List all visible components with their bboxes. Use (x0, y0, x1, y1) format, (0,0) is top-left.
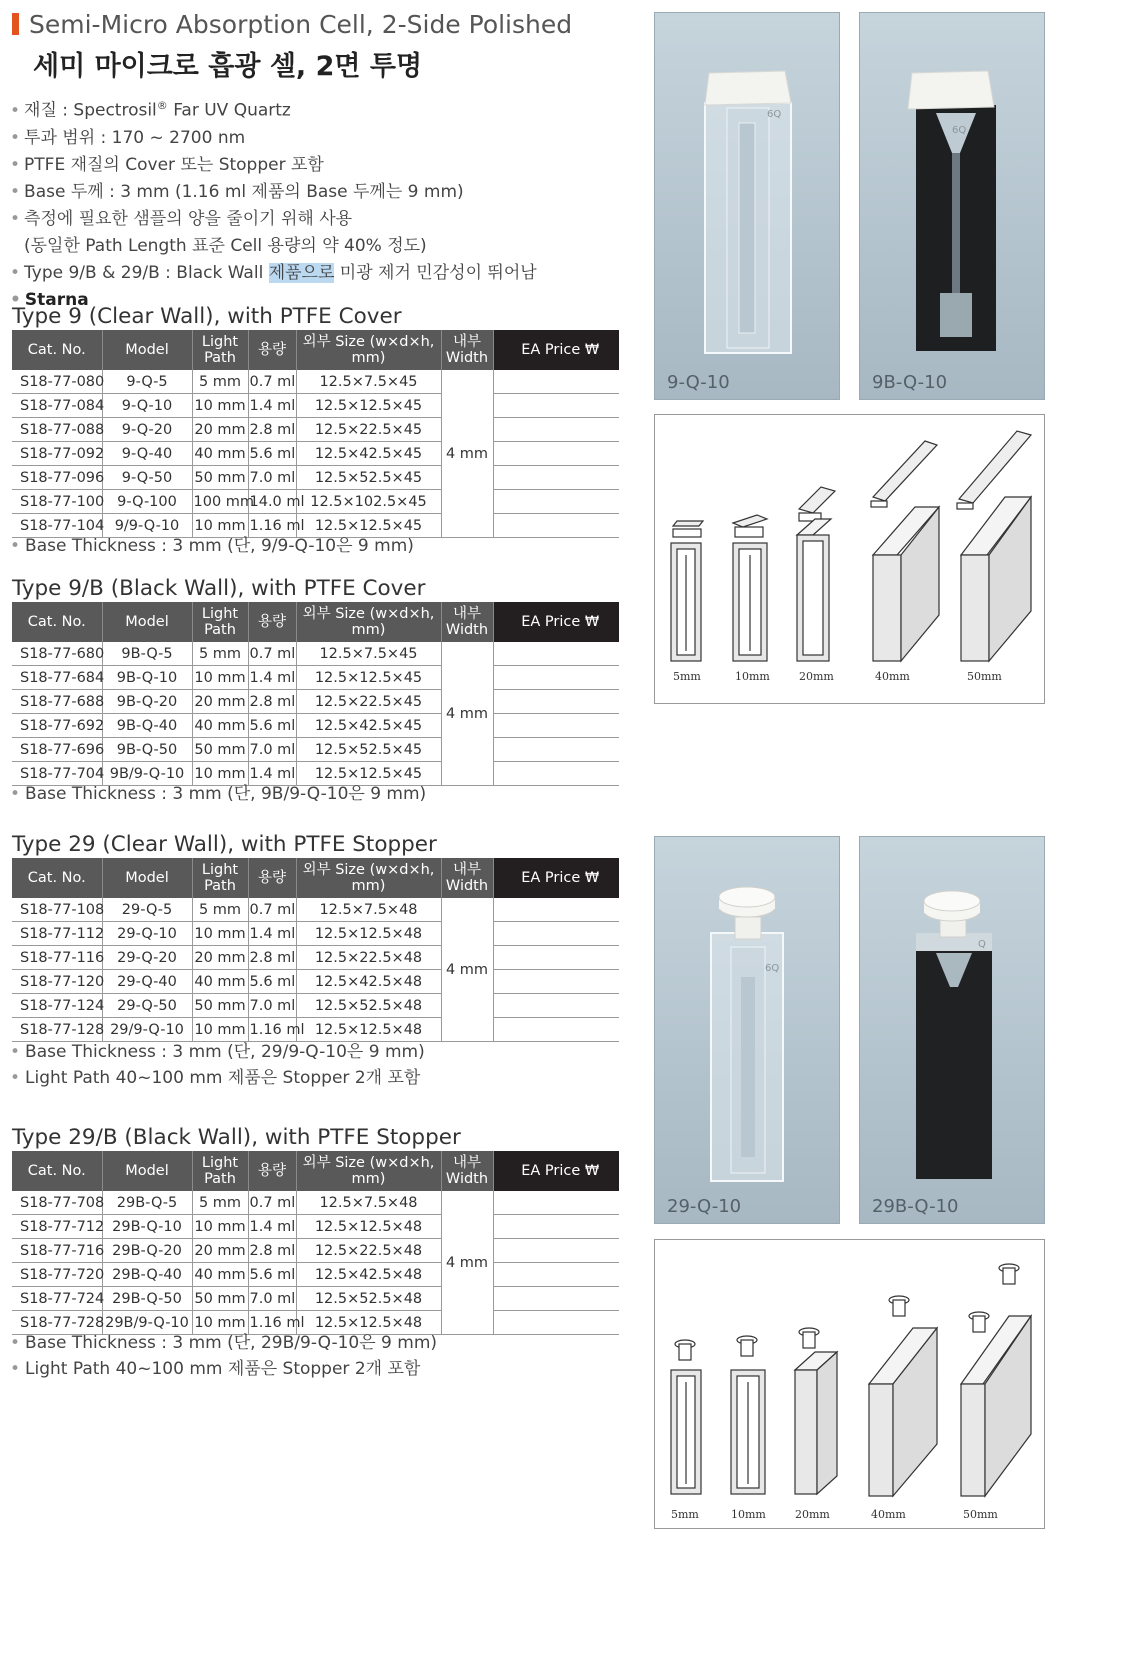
cell-cat: S18-77-108 (12, 898, 102, 922)
spec-table-type29b (12, 1151, 619, 1335)
cell-light-path: 20 mm (192, 1239, 248, 1263)
photo-caption: 29B-Q-10 (872, 1196, 959, 1217)
cell-volume: 2.8 ml (248, 690, 296, 714)
cell-size: 12.5×22.5×45 (296, 690, 441, 714)
photo-caption: 9B-Q-10 (872, 372, 948, 393)
cell-volume: 1.4 ml (248, 762, 296, 786)
column-header-price: EA Price ₩ (493, 1151, 619, 1191)
size-label-40mm: 40mm (875, 670, 910, 683)
feature-list (10, 92, 537, 314)
cell-cat: S18-77-100 (12, 490, 102, 514)
column-header-model: Model (102, 858, 192, 898)
cell-cat: S18-77-708 (12, 1191, 102, 1215)
bullet-range: • 투과 범위 : 170 ~ 2700 nm (10, 125, 537, 152)
table-row (12, 970, 619, 994)
cell-model: 29-Q-50 (102, 994, 192, 1018)
column-header-light: Light Path (192, 602, 248, 642)
table-row (12, 370, 619, 394)
column-header-light: Light Path (192, 858, 248, 898)
cell-size: 12.5×102.5×45 (296, 490, 441, 514)
cell-cat: S18-77-688 (12, 690, 102, 714)
table-row (12, 1287, 619, 1311)
clear-cell-stopper-image (655, 837, 839, 1223)
bullet-base: • Base 두께 : 3 mm (1.16 ml 제품의 Base 두께는 9 mm) (10, 179, 537, 206)
table-header-row (12, 602, 619, 642)
cell-price (493, 994, 619, 1018)
column-header-vol: 용량 (248, 330, 296, 370)
cell-model: 29B-Q-40 (102, 1263, 192, 1287)
size-label-50mm: 50mm (967, 670, 1002, 683)
cell-price (493, 1191, 619, 1215)
cell-model: 9-Q-100 (102, 490, 192, 514)
black-cell-image (860, 13, 1044, 399)
column-header-price: EA Price ₩ (493, 330, 619, 370)
cell-cat: S18-77-696 (12, 738, 102, 762)
notes-type29b (10, 1330, 437, 1382)
column-header-price: EA Price ₩ (493, 858, 619, 898)
cell-model: 9-Q-20 (102, 418, 192, 442)
bullet-usage-sub: (동일한 Path Length 표준 Cell 용량의 약 40% 정도) (24, 235, 427, 256)
cell-cat: S18-77-720 (12, 1263, 102, 1287)
cell-model: 9-Q-40 (102, 442, 192, 466)
cell-light-path: 50 mm (192, 1287, 248, 1311)
column-header-model: Model (102, 602, 192, 642)
cell-model: 29-Q-5 (102, 898, 192, 922)
cell-mark: 6Q (767, 109, 782, 120)
column-header-vol: 용량 (248, 1151, 296, 1191)
column-header-cat: Cat. No. (12, 858, 102, 898)
cell-mark: Q (978, 939, 986, 950)
table-row (12, 898, 619, 922)
cell-price (493, 394, 619, 418)
table-header-row (12, 1151, 619, 1191)
title-korean: 세미 마이크로 흡광 셀, 2면 투명 (33, 51, 423, 82)
diagram-cells-with-cover (654, 414, 1045, 704)
table-row (12, 490, 619, 514)
cell-size: 12.5×52.5×45 (296, 738, 441, 762)
cell-cat: S18-77-120 (12, 970, 102, 994)
cell-price (493, 1215, 619, 1239)
photo-9-Q-10 (654, 12, 840, 400)
cell-price (493, 898, 619, 922)
cell-volume: 5.6 ml (248, 970, 296, 994)
cell-size: 12.5×52.5×48 (296, 1287, 441, 1311)
column-header-model: Model (102, 330, 192, 370)
column-header-width: 내부 Width (441, 602, 493, 642)
cell-volume: 2.8 ml (248, 946, 296, 970)
cell-size: 12.5×7.5×48 (296, 1191, 441, 1215)
cell-volume: 7.0 ml (248, 1287, 296, 1311)
cell-price (493, 418, 619, 442)
table-row (12, 1215, 619, 1239)
cell-light-path: 5 mm (192, 898, 248, 922)
cell-light-path: 10 mm (192, 922, 248, 946)
cell-price (493, 738, 619, 762)
table-row (12, 946, 619, 970)
cell-volume: 7.0 ml (248, 994, 296, 1018)
cell-price (493, 970, 619, 994)
table-row (12, 690, 619, 714)
table-row (12, 1191, 619, 1215)
size-label-10mm: 10mm (731, 1508, 766, 1521)
spec-table-type29 (12, 858, 619, 1042)
cell-cat: S18-77-096 (12, 466, 102, 490)
photo-29B-Q-10 (859, 836, 1045, 1224)
column-header-width: 내부 Width (441, 1151, 493, 1191)
cell-cat: S18-77-092 (12, 442, 102, 466)
cell-size: 12.5×7.5×48 (296, 898, 441, 922)
cell-light-path: 10 mm (192, 394, 248, 418)
cell-light-path: 20 mm (192, 946, 248, 970)
cell-mark: 6Q (952, 125, 967, 136)
bullet-usage: • 측정에 필요한 샘플의 양을 줄이기 위해 사용 (10, 206, 537, 233)
cell-model: 9B-Q-10 (102, 666, 192, 690)
table-row (12, 714, 619, 738)
cell-model: 9B-Q-50 (102, 738, 192, 762)
bullet-brand: • Starna (10, 287, 537, 314)
cell-model: 29-Q-40 (102, 970, 192, 994)
cell-model: 9B/9-Q-10 (102, 762, 192, 786)
cell-light-path: 40 mm (192, 970, 248, 994)
cell-light-path: 10 mm (192, 666, 248, 690)
cell-inner-width: 4 mm (441, 642, 493, 786)
cell-size: 12.5×12.5×45 (296, 762, 441, 786)
cell-price (493, 1311, 619, 1335)
stopper-cell-drawings (655, 1240, 1044, 1528)
column-header-size: 외부 Size (w×d×h, mm) (296, 602, 441, 642)
note-base-thickness: • Base Thickness : 3 mm (단, 9/9-Q-10은 9 mm) (10, 533, 414, 559)
cell-size: 12.5×42.5×48 (296, 1263, 441, 1287)
cell-light-path: 10 mm (192, 1018, 248, 1042)
cell-price (493, 490, 619, 514)
bullet-cover: • PTFE 재질의 Cover 또는 Stopper 포함 (10, 152, 537, 179)
bullet-black-wall: • Type 9/B & 29/B : Black Wall 제품으로 미광 제거 민감성이 뛰어남 (10, 260, 537, 287)
black-cell-stopper-image (860, 837, 1044, 1223)
cell-cat: S18-77-088 (12, 418, 102, 442)
cell-size: 12.5×42.5×48 (296, 970, 441, 994)
cell-model: 9/9-Q-10 (102, 514, 192, 538)
table-row (12, 1239, 619, 1263)
note-base-thickness: • Base Thickness : 3 mm (단, 29B/9-Q-10은 9 mm) (10, 1330, 437, 1356)
cell-inner-width: 4 mm (441, 370, 493, 538)
cell-price (493, 642, 619, 666)
table-header-row (12, 858, 619, 898)
table-row (12, 394, 619, 418)
column-header-cat: Cat. No. (12, 1151, 102, 1191)
column-header-size: 외부 Size (w×d×h, mm) (296, 330, 441, 370)
size-label-5mm: 5mm (673, 670, 701, 683)
column-header-vol: 용량 (248, 602, 296, 642)
clear-cell-image (655, 13, 839, 399)
cell-light-path: 20 mm (192, 418, 248, 442)
cell-price (493, 370, 619, 394)
title-english: Semi-Micro Absorption Cell, 2-Side Polished (12, 10, 572, 39)
cell-cat: S18-77-116 (12, 946, 102, 970)
spec-table-type9 (12, 330, 619, 538)
cell-volume: 5.6 ml (248, 442, 296, 466)
cell-model: 29B-Q-50 (102, 1287, 192, 1311)
cell-volume: 7.0 ml (248, 466, 296, 490)
section-title-type9: Type 9 (Clear Wall), with PTFE Cover (12, 304, 402, 329)
spec-table-type9b (12, 602, 619, 786)
column-header-light: Light Path (192, 1151, 248, 1191)
cell-volume: 2.8 ml (248, 418, 296, 442)
cell-volume: 1.4 ml (248, 666, 296, 690)
table-header-row (12, 330, 619, 370)
cell-light-path: 5 mm (192, 642, 248, 666)
cell-volume: 5.6 ml (248, 1263, 296, 1287)
cell-light-path: 50 mm (192, 994, 248, 1018)
table-row (12, 666, 619, 690)
cell-model: 9-Q-50 (102, 466, 192, 490)
cell-model: 9-Q-5 (102, 370, 192, 394)
cell-model: 29-Q-20 (102, 946, 192, 970)
cell-light-path: 5 mm (192, 370, 248, 394)
table-row (12, 922, 619, 946)
note-stopper: • Light Path 40~100 mm 제품은 Stopper 2개 포함 (10, 1065, 425, 1091)
cell-price (493, 762, 619, 786)
cell-volume: 5.6 ml (248, 714, 296, 738)
cell-volume: 0.7 ml (248, 642, 296, 666)
cell-light-path: 100 mm (192, 490, 248, 514)
cell-cat: S18-77-728 (12, 1311, 102, 1335)
table-row (12, 1018, 619, 1042)
column-header-cat: Cat. No. (12, 330, 102, 370)
cell-volume: 1.16 ml (248, 1311, 296, 1335)
cell-model: 9B-Q-40 (102, 714, 192, 738)
cell-size: 12.5×12.5×45 (296, 666, 441, 690)
cell-size: 12.5×12.5×48 (296, 1018, 441, 1042)
column-header-model: Model (102, 1151, 192, 1191)
cell-volume: 2.8 ml (248, 1239, 296, 1263)
cell-light-path: 40 mm (192, 714, 248, 738)
table-row (12, 418, 619, 442)
cell-light-path: 10 mm (192, 1215, 248, 1239)
cell-price (493, 442, 619, 466)
bullet-material: • 재질 : Spectrosil® Far UV Quartz (10, 92, 537, 125)
column-header-size: 외부 Size (w×d×h, mm) (296, 1151, 441, 1191)
table-row (12, 466, 619, 490)
cell-price (493, 946, 619, 970)
cover-cell-drawings (655, 415, 1044, 703)
cell-light-path: 10 mm (192, 514, 248, 538)
section-title-type29b: Type 29/B (Black Wall), with PTFE Stopper (12, 1125, 461, 1150)
column-header-price: EA Price ₩ (493, 602, 619, 642)
cell-size: 12.5×52.5×45 (296, 466, 441, 490)
cell-model: 29B-Q-10 (102, 1215, 192, 1239)
cell-volume: 0.7 ml (248, 370, 296, 394)
cell-size: 12.5×22.5×48 (296, 946, 441, 970)
cell-model: 9B-Q-20 (102, 690, 192, 714)
cell-cat: S18-77-724 (12, 1287, 102, 1311)
cell-volume: 7.0 ml (248, 738, 296, 762)
table-row (12, 442, 619, 466)
cell-light-path: 40 mm (192, 442, 248, 466)
column-header-size: 외부 Size (w×d×h, mm) (296, 858, 441, 898)
cell-cat: S18-77-704 (12, 762, 102, 786)
cell-size: 12.5×42.5×45 (296, 714, 441, 738)
column-header-light: Light Path (192, 330, 248, 370)
column-header-vol: 용량 (248, 858, 296, 898)
cell-mark: 6Q (765, 963, 780, 974)
photo-9B-Q-10 (859, 12, 1045, 400)
cell-price (493, 1239, 619, 1263)
cell-volume: 1.4 ml (248, 922, 296, 946)
cell-size: 12.5×22.5×48 (296, 1239, 441, 1263)
column-header-width: 내부 Width (441, 330, 493, 370)
cell-cat: S18-77-712 (12, 1215, 102, 1239)
photo-caption: 29-Q-10 (667, 1196, 742, 1217)
cell-size: 12.5×52.5×48 (296, 994, 441, 1018)
cell-volume: 1.16 ml (248, 514, 296, 538)
cell-size: 12.5×12.5×48 (296, 922, 441, 946)
section-title-type29: Type 29 (Clear Wall), with PTFE Stopper (12, 832, 437, 857)
cell-price (493, 690, 619, 714)
cell-price (493, 714, 619, 738)
cell-size: 12.5×12.5×48 (296, 1215, 441, 1239)
section-title-type9b: Type 9/B (Black Wall), with PTFE Cover (12, 576, 426, 601)
size-label-10mm: 10mm (735, 670, 770, 683)
cell-cat: S18-77-692 (12, 714, 102, 738)
cell-cat: S18-77-128 (12, 1018, 102, 1042)
cell-model: 29-Q-10 (102, 922, 192, 946)
cell-cat: S18-77-112 (12, 922, 102, 946)
cell-model: 29B-Q-20 (102, 1239, 192, 1263)
size-label-20mm: 20mm (799, 670, 834, 683)
notes-type29 (10, 1039, 425, 1091)
cell-size: 12.5×7.5×45 (296, 370, 441, 394)
column-header-width: 내부 Width (441, 858, 493, 898)
cell-price (493, 666, 619, 690)
cell-size: 12.5×22.5×45 (296, 418, 441, 442)
cell-light-path: 20 mm (192, 690, 248, 714)
cell-inner-width: 4 mm (441, 1191, 493, 1335)
cell-price (493, 1263, 619, 1287)
cell-volume: 1.4 ml (248, 1215, 296, 1239)
cell-cat: S18-77-084 (12, 394, 102, 418)
cell-volume: 0.7 ml (248, 1191, 296, 1215)
cell-price (493, 1287, 619, 1311)
cell-cat: S18-77-684 (12, 666, 102, 690)
cell-price (493, 1018, 619, 1042)
photo-29-Q-10 (654, 836, 840, 1224)
cell-light-path: 5 mm (192, 1191, 248, 1215)
cell-cat: S18-77-080 (12, 370, 102, 394)
cell-size: 12.5×7.5×45 (296, 642, 441, 666)
note-base-thickness: • Base Thickness : 3 mm (단, 9B/9-Q-10은 9 mm) (10, 781, 426, 807)
cell-size: 12.5×12.5×48 (296, 1311, 441, 1335)
table-row (12, 642, 619, 666)
table-row (12, 994, 619, 1018)
cell-light-path: 10 mm (192, 762, 248, 786)
cell-price (493, 514, 619, 538)
cell-model: 29B-Q-5 (102, 1191, 192, 1215)
notes-type9 (10, 533, 414, 559)
size-label-5mm: 5mm (671, 1508, 699, 1521)
cell-cat: S18-77-716 (12, 1239, 102, 1263)
cell-volume: 1.16 ml (248, 1018, 296, 1042)
size-label-50mm: 50mm (963, 1508, 998, 1521)
cell-model: 29B/9-Q-10 (102, 1311, 192, 1335)
cell-size: 12.5×42.5×45 (296, 442, 441, 466)
cell-cat: S18-77-104 (12, 514, 102, 538)
cell-price (493, 466, 619, 490)
cell-cat: S18-77-680 (12, 642, 102, 666)
note-stopper: • Light Path 40~100 mm 제품은 Stopper 2개 포함 (10, 1356, 437, 1382)
cell-volume: 1.4 ml (248, 394, 296, 418)
table-row (12, 738, 619, 762)
cell-size: 12.5×12.5×45 (296, 514, 441, 538)
cell-light-path: 40 mm (192, 1263, 248, 1287)
cell-size: 12.5×12.5×45 (296, 394, 441, 418)
cell-model: 29/9-Q-10 (102, 1018, 192, 1042)
title-accent-bar (12, 13, 19, 35)
cell-light-path: 10 mm (192, 1311, 248, 1335)
cell-model: 9B-Q-5 (102, 642, 192, 666)
cell-cat: S18-77-124 (12, 994, 102, 1018)
notes-type9b (10, 781, 426, 807)
cell-light-path: 50 mm (192, 738, 248, 762)
diagram-cells-with-stopper (654, 1239, 1045, 1529)
photo-caption: 9-Q-10 (667, 372, 730, 393)
cell-price (493, 922, 619, 946)
cell-model: 9-Q-10 (102, 394, 192, 418)
size-label-20mm: 20mm (795, 1508, 830, 1521)
note-base-thickness: • Base Thickness : 3 mm (단, 29/9-Q-10은 9 mm) (10, 1039, 425, 1065)
cell-volume: 14.0 ml (248, 490, 296, 514)
cell-volume: 0.7 ml (248, 898, 296, 922)
cell-inner-width: 4 mm (441, 898, 493, 1042)
column-header-cat: Cat. No. (12, 602, 102, 642)
size-label-40mm: 40mm (871, 1508, 906, 1521)
cell-light-path: 50 mm (192, 466, 248, 490)
table-row (12, 1263, 619, 1287)
